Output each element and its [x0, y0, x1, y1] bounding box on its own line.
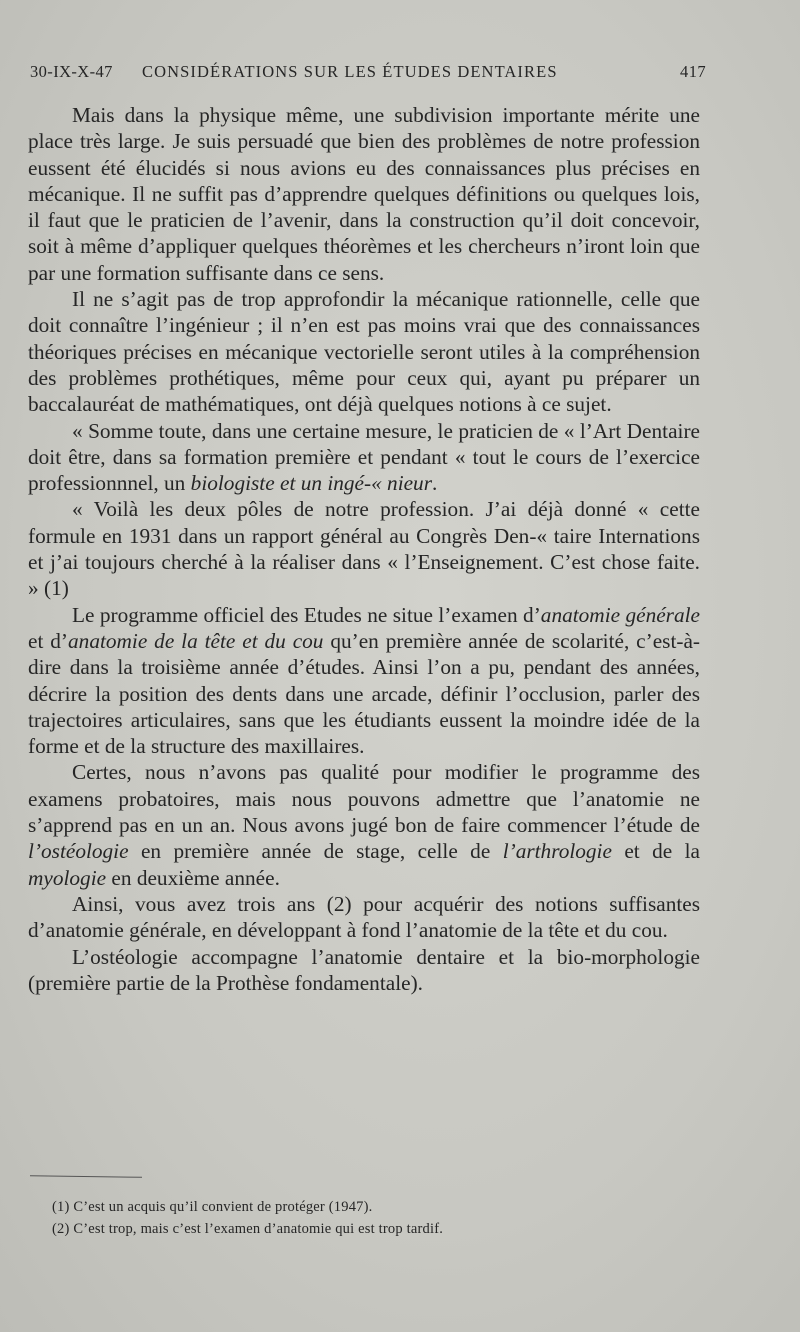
- footnote-2: (2) C’est trop, mais c’est l’examen d’anatomie qui est trop tardif.: [52, 1221, 444, 1237]
- text-run: qu’en première année de scolarité, c’est-à-dire dans la troisième année d’études. Ainsi l’on a pu, pendant des années, décrire la position des dents dans une arcade, définir l’occlusion, parler des trajectoires articulaires, sans que les étudiants eussent la moindre idée de la forme et de la structure des maxillaires.: [28, 628, 701, 759]
- text-run: L’ostéologie accompagne l’anatomie dentaire et la bio-morphologie (première partie de la Prothèse fondamentale).: [28, 944, 700, 995]
- text-run: « Somme toute, dans une certaine mesure, le praticien de « l’Art Dentaire doit être, dans sa formation première et pendant « tout le cours de l’exercice professionnnel, un: [28, 418, 700, 496]
- paragraph: [28, 286, 700, 417]
- header-date-code: 30-IX-X-47: [30, 62, 113, 81]
- paragraph: [28, 891, 700, 944]
- text-run: Ainsi, vous avez trois ans (2) pour acquérir des notions suffisantes d’anatomie générale, en développant à fond l’anatomie de la tête et du cou.: [28, 891, 700, 943]
- text-run: Il ne s’agit pas de trop approfondir la mécanique rationnelle, celle que doit connaître l’ingénieur ; il n’en est pas moins vrai que des connaissances théoriques précises en mécanique vectorielle seront utiles à la compréhension des problèmes prothétiques, même pour ceux qui, ayant pu préparer un baccalauréat de mathématiques, ont déjà quelques notions à ce sujet.: [28, 287, 700, 417]
- body-text: [28, 102, 700, 996]
- footnote-separator: [30, 1175, 142, 1178]
- italic-text: anatomie générale: [540, 602, 700, 627]
- paragraph: [28, 944, 700, 997]
- paragraph: [28, 102, 700, 286]
- italic-text: myologie: [28, 865, 107, 890]
- text-run: en première année de stage, celle de: [128, 839, 503, 864]
- footnote-1: (1) C’est un acquis qu’il convient de protéger (1947).: [52, 1199, 373, 1215]
- text-run: Certes, nous n’avons pas qualité pour modifier le programme des examens probatoires, mais nous pouvons admettre que l’anatomie ne s’apprend pas en un an. Nous avons jugé bon de faire commencer l’étude de: [28, 760, 700, 838]
- italic-text: anatomie de la tête et du cou: [68, 628, 324, 653]
- text-run: Mais dans la physique même, une subdivision importante mérite une place très large. Je suis persuadé que bien des problèmes de notre profession eussent été élucidés si nous avions eu des connaissances plus précises en mécanique. Il ne suffit pas d’apprendre quelques définitions ou quelques lois, il faut que le praticien de l’avenir, dans la construction qu’il doit concevoir, soit à même d’appliquer quelques théorèmes et les chercheurs n’iront loin que par une formation suffisante dans ce sens.: [28, 103, 700, 285]
- paragraph: [28, 602, 700, 760]
- text-run: en deuxième année.: [106, 865, 280, 890]
- text-run: « Voilà les deux pôles de notre profession. J’ai déjà donné « cette formule en 1931 dans un rapport général au Congrès Den-« taire Internations et j’ai toujours cherché à la réaliser dans « l’Enseignement. C’est chose faite. » (1): [28, 497, 700, 601]
- running-header: [30, 62, 706, 86]
- text-run: et d’: [28, 628, 69, 653]
- paragraph: [28, 496, 700, 601]
- footnotes: [52, 1196, 692, 1240]
- text-run: .: [432, 471, 438, 496]
- paragraph: [28, 759, 700, 890]
- italic-text: l’arthrologie: [502, 839, 612, 864]
- text-run: Le programme officiel des Etudes ne situe l’examen d’: [72, 602, 541, 627]
- page-number: 417: [680, 62, 706, 81]
- italic-text: biologiste et un ingé-« nieur: [190, 471, 432, 496]
- text-run: et de la: [611, 839, 700, 864]
- paragraph: [28, 418, 700, 497]
- header-title: CONSIDÉRATIONS SUR LES ÉTUDES DENTAIRES: [142, 62, 558, 81]
- italic-text: l’ostéologie: [28, 839, 129, 864]
